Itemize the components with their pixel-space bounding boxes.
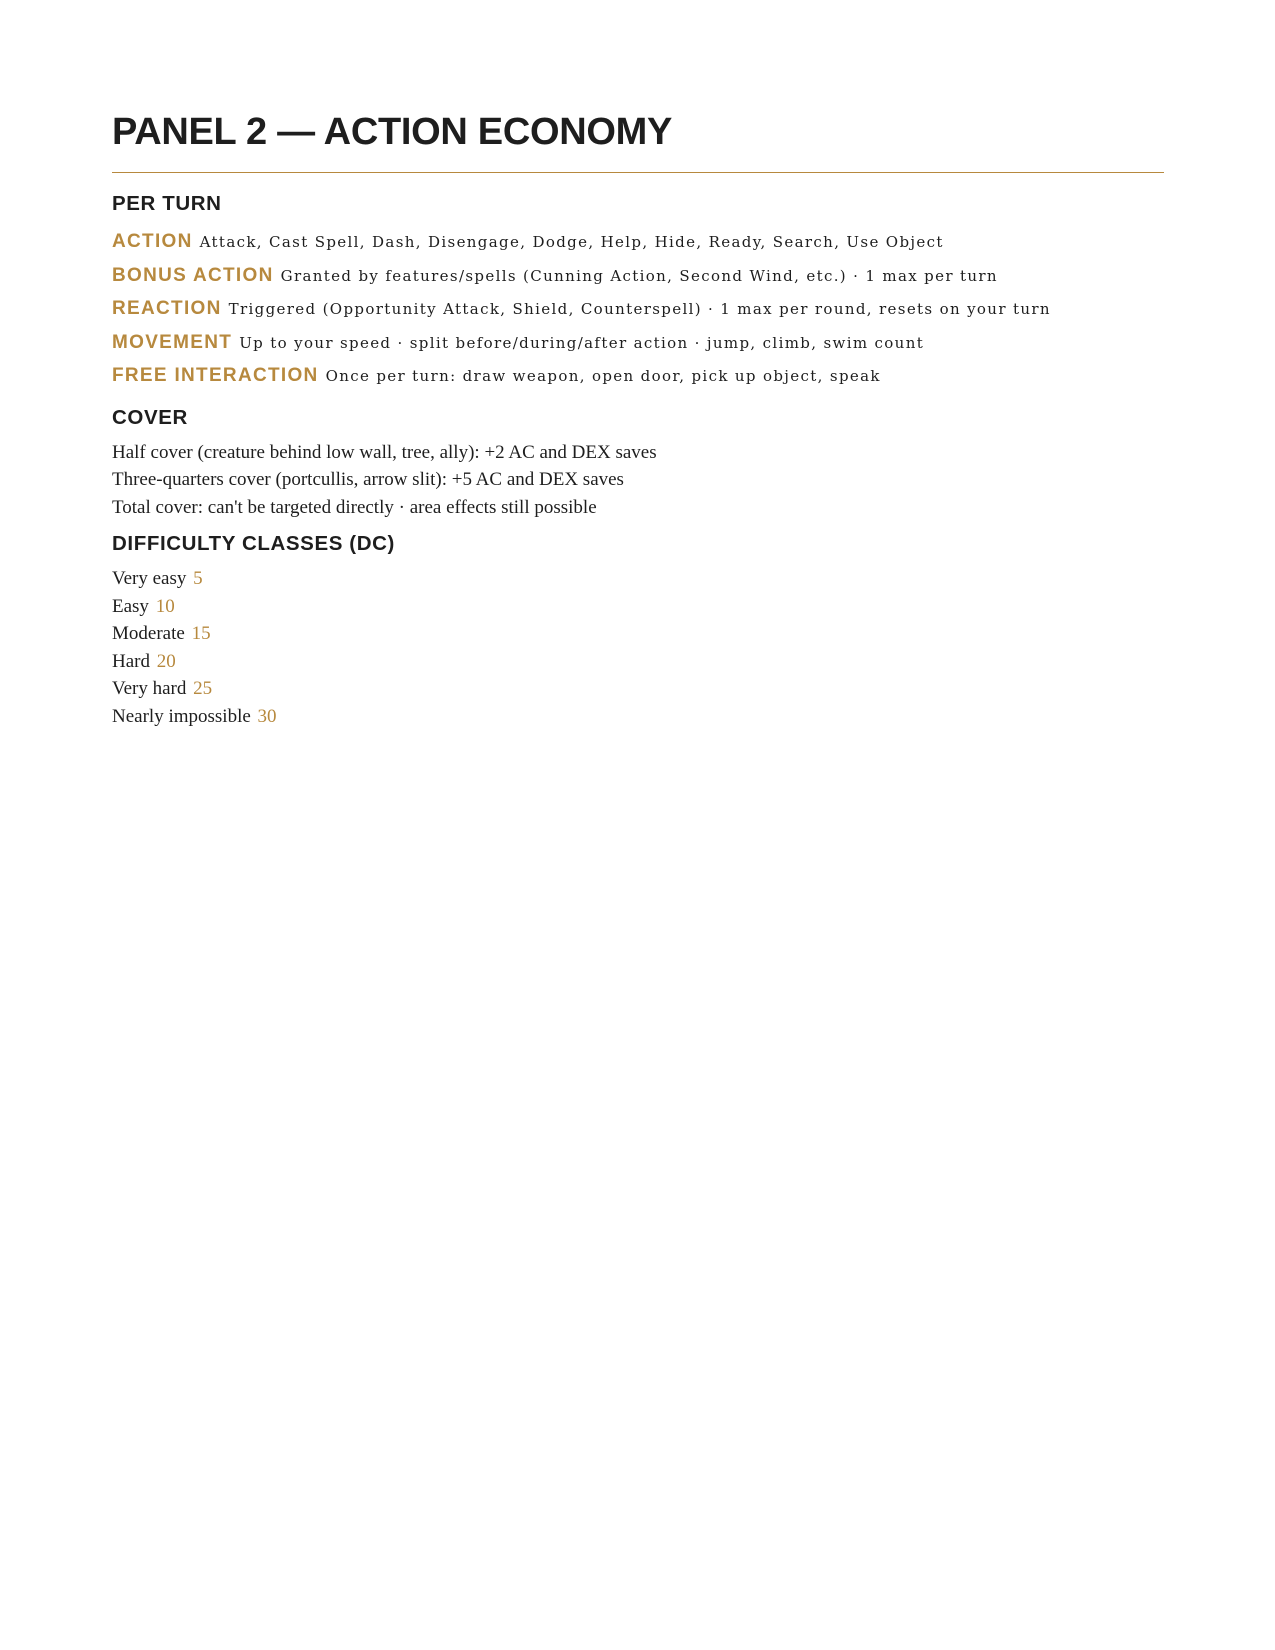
dc-value: 10 — [155, 595, 175, 617]
dc-label: Very easy — [112, 568, 187, 589]
dc-row-very-hard — [112, 675, 1164, 703]
turn-row-reaction — [112, 292, 1164, 326]
turn-description: Once per turn: draw weapon, open door, pick up object, speak — [325, 367, 881, 385]
turn-row-free-interaction — [112, 359, 1164, 393]
dc-value: 5 — [193, 568, 203, 589]
dc-row-very-easy — [112, 565, 1164, 593]
dc-label: Moderate — [112, 623, 185, 644]
dc-list — [112, 565, 1164, 730]
per-turn-list — [112, 225, 1164, 393]
title-divider — [112, 172, 1164, 173]
dc-row-hard — [112, 648, 1164, 676]
dc-label: Nearly impossible — [112, 705, 251, 727]
turn-key: FREE INTERACTION — [112, 365, 319, 386]
cover-line-total: Total cover: can't be targeted directly · area effects still possible — [112, 496, 597, 518]
dc-heading: DIFFICULTY CLASSES (DC) — [112, 532, 395, 555]
dc-row-moderate — [112, 620, 1164, 648]
dc-value: 15 — [191, 623, 211, 644]
turn-description: Up to your speed · split before/during/after action · jump, climb, swim count — [239, 333, 925, 352]
dc-value: 25 — [193, 678, 213, 699]
turn-description: Attack, Cast Spell, Dash, Disengage, Dodge, Help, Hide, Ready, Search, Use Object — [199, 233, 944, 251]
turn-key: MOVEMENT — [112, 331, 233, 353]
turn-row-bonus-action — [112, 259, 1164, 293]
turn-row-action — [112, 225, 1164, 259]
cover-heading: COVER — [112, 405, 188, 429]
turn-key: BONUS ACTION — [112, 264, 274, 286]
turn-key: ACTION — [112, 231, 193, 252]
dc-row-nearly-impossible — [112, 703, 1164, 731]
turn-description: Granted by features/spells (Cunning Action, Second Wind, etc.) · 1 max per turn — [280, 266, 998, 285]
page-title: PANEL 2 — ACTION ECONOMY — [112, 111, 673, 153]
cover-line-three-quarters: Three-quarters cover (portcullis, arrow slit): +5 AC and DEX saves — [112, 469, 624, 490]
dc-row-easy — [112, 593, 1164, 621]
per-turn-heading: PER TURN — [112, 192, 222, 215]
turn-key: REACTION — [112, 298, 222, 319]
cover-line-half: Half cover (creature behind low wall, tree, ally): +2 AC and DEX saves — [112, 441, 657, 463]
panel-page — [112, 108, 1164, 730]
turn-description: Triggered (Opportunity Attack, Shield, Counterspell) · 1 max per round, resets on your turn — [228, 300, 1051, 318]
dc-label: Very hard — [112, 678, 187, 699]
turn-row-movement — [112, 326, 1164, 360]
dc-value: 20 — [156, 650, 176, 672]
dc-value: 30 — [257, 705, 277, 727]
cover-list — [112, 439, 1164, 522]
dc-label: Hard — [112, 650, 150, 672]
dc-label: Easy — [112, 595, 149, 617]
